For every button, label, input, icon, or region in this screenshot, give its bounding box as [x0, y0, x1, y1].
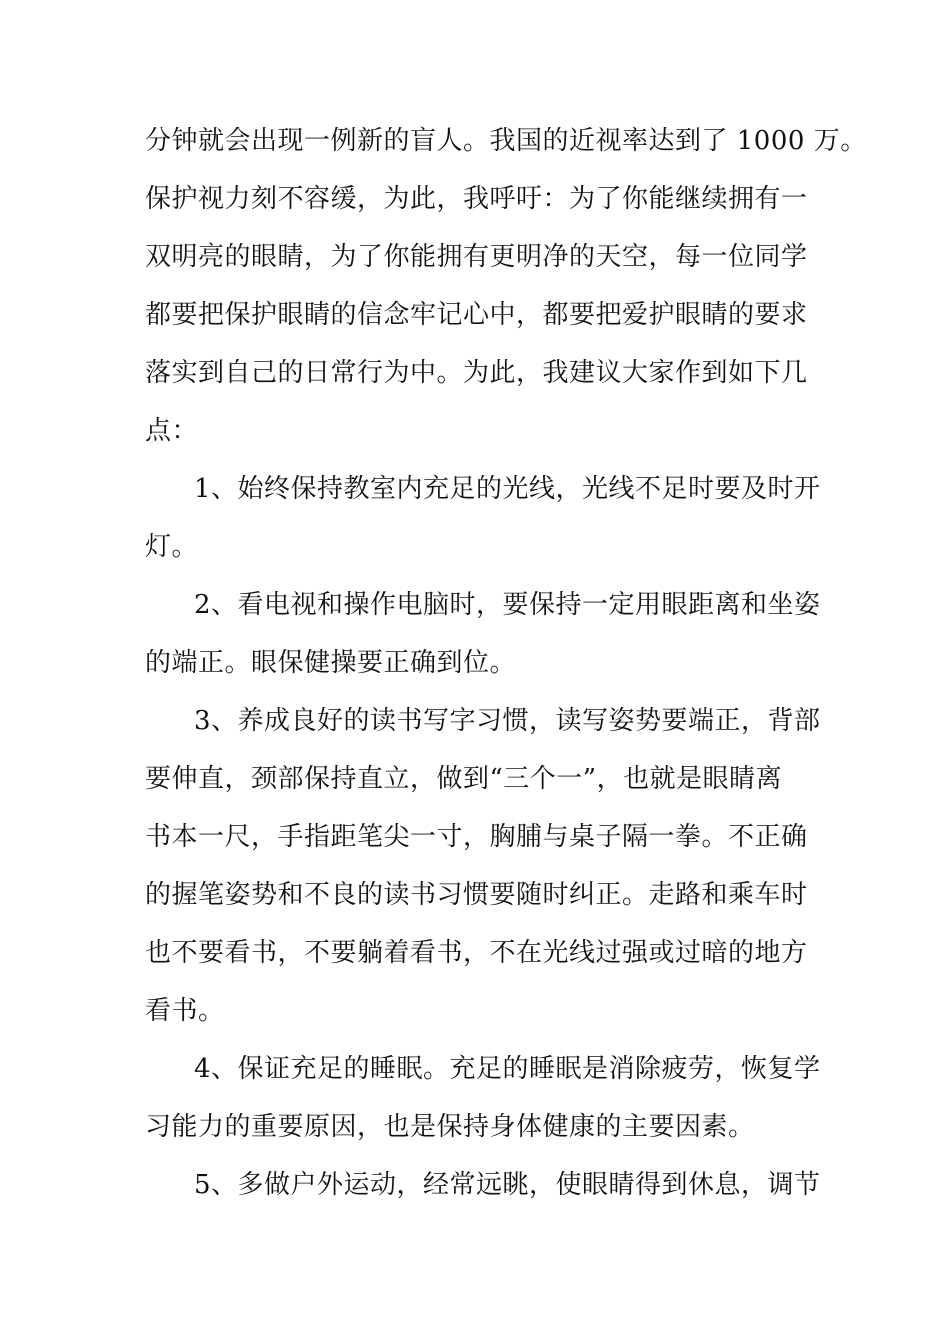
text-line: 保护视力刻不容缓，为此，我呼吁：为了你能继续拥有一: [145, 184, 808, 214]
text-line: 落实到自己的日常行为中。为此，我建议大家作到如下几: [145, 358, 808, 388]
text-line: 都要把保护眼睛的信念牢记心中，都要把爱护眼睛的要求: [145, 300, 808, 330]
list-item-4-line: 4、保证充足的睡眠。充足的睡眠是消除疲劳，恢复学: [194, 1054, 821, 1084]
list-item-3-line: 看书。: [145, 996, 225, 1026]
list-item-3-line: 3、养成良好的读书写字习惯，读写姿势要端正，背部: [194, 706, 821, 736]
text-line: 分钟就会出现一例新的盲人。我国的近视率达到了 1000 万。: [145, 126, 867, 156]
list-item-1-line: 灯。: [145, 532, 199, 562]
list-item-3-line: 要伸直，颈部保持直立，做到“三个一”，也就是眼睛离: [145, 764, 783, 794]
list-item-3-line: 书本一尺，手指距笔尖一寸，胸脯与桌子隔一拳。不正确: [145, 822, 808, 852]
list-item-2-line: 的端正。眼保健操要正确到位。: [145, 648, 517, 678]
list-item-5-line: 5、多做户外运动，经常远眺，使眼睛得到休息，调节: [194, 1170, 821, 1200]
list-item-3-line: 的握笔姿势和不良的读书习惯要随时纠正。走路和乘车时: [145, 880, 808, 910]
text-line: 点：: [145, 416, 199, 446]
list-item-1-line: 1、始终保持教室内充足的光线，光线不足时要及时开: [194, 474, 821, 504]
list-item-2-line: 2、看电视和操作电脑时，要保持一定用眼距离和坐姿: [194, 590, 821, 620]
text-line: 双明亮的眼睛，为了你能拥有更明净的天空，每一位同学: [145, 242, 808, 272]
list-item-4-line: 习能力的重要原因，也是保持身体健康的主要因素。: [145, 1112, 755, 1142]
list-item-3-line: 也不要看书，不要躺着看书，不在光线过强或过暗的地方: [145, 938, 808, 968]
